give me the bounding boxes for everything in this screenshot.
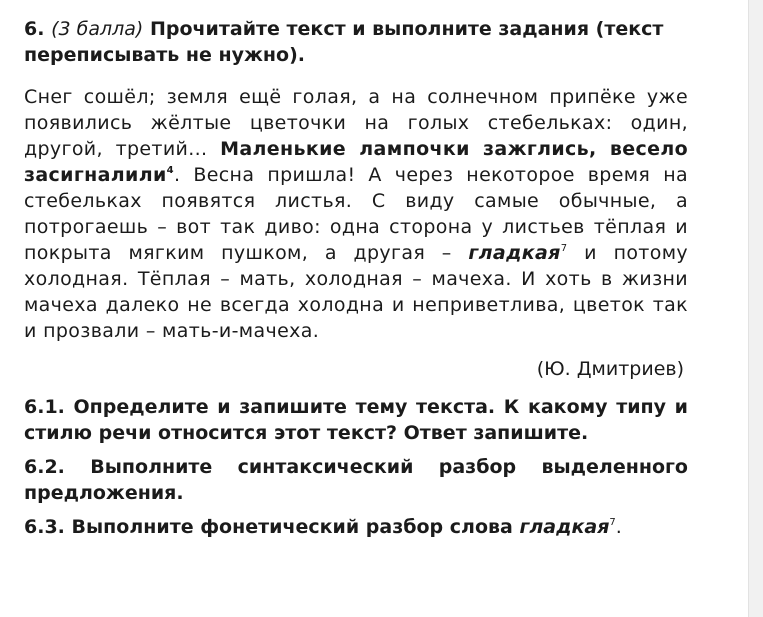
text-part-middle: . Весна пришла! А через некоторое время на стебельках появятся листья. С виду самые обычные, а потрогаешь – вот так диво: одна сторона у листьев тёплая и покрыта мягким пушком, а другая – [24, 164, 688, 264]
page-edge [748, 0, 763, 617]
marked-word-mark: 7 [560, 243, 568, 254]
highlighted-sentence-mark: 4 [166, 165, 174, 176]
task-points: (3 балла) [51, 18, 144, 40]
text-author: (Ю. Дмитриев) [536, 358, 684, 380]
text-part-after: и потому холодная. Тёплая – мать, холодная – мачеха. И хоть в жизни мачеха далеко не всегда холодна и неприветлива, цветок так и прозвали – мать-и-мачеха. [24, 242, 688, 342]
question-6-3-end: . [615, 516, 622, 538]
question-6-3-word: гладкая [519, 516, 610, 538]
marked-word: гладкая [468, 242, 561, 264]
question-6-2: 6.2. Выполните синтаксический разбор выделенного предложения. [24, 456, 688, 504]
reading-text [24, 84, 688, 344]
task-instruction: Прочитайте текст и выполните задания (текст переписывать не нужно). [24, 18, 664, 66]
task-number: 6. [24, 18, 45, 40]
highlighted-sentence: Маленькие лампочки зажглись, весело засигналили [24, 138, 688, 186]
question-6-3-mark: 7 [609, 517, 616, 528]
task-heading [24, 16, 688, 68]
question-6-3 [24, 514, 688, 540]
text-part-before: Снег сошёл; земля ещё голая, а на солнечном припёке уже появились жёлтые цветочки на голых стебельках: один, другой, третий... [24, 86, 688, 160]
question-6-1: 6.1. Определите и запишите тему текста. К какому типу и стилю речи относится этот текст? Ответ запишите. [24, 396, 688, 444]
question-6-3-text: 6.3. Выполните фонетический разбор слова [24, 516, 520, 538]
